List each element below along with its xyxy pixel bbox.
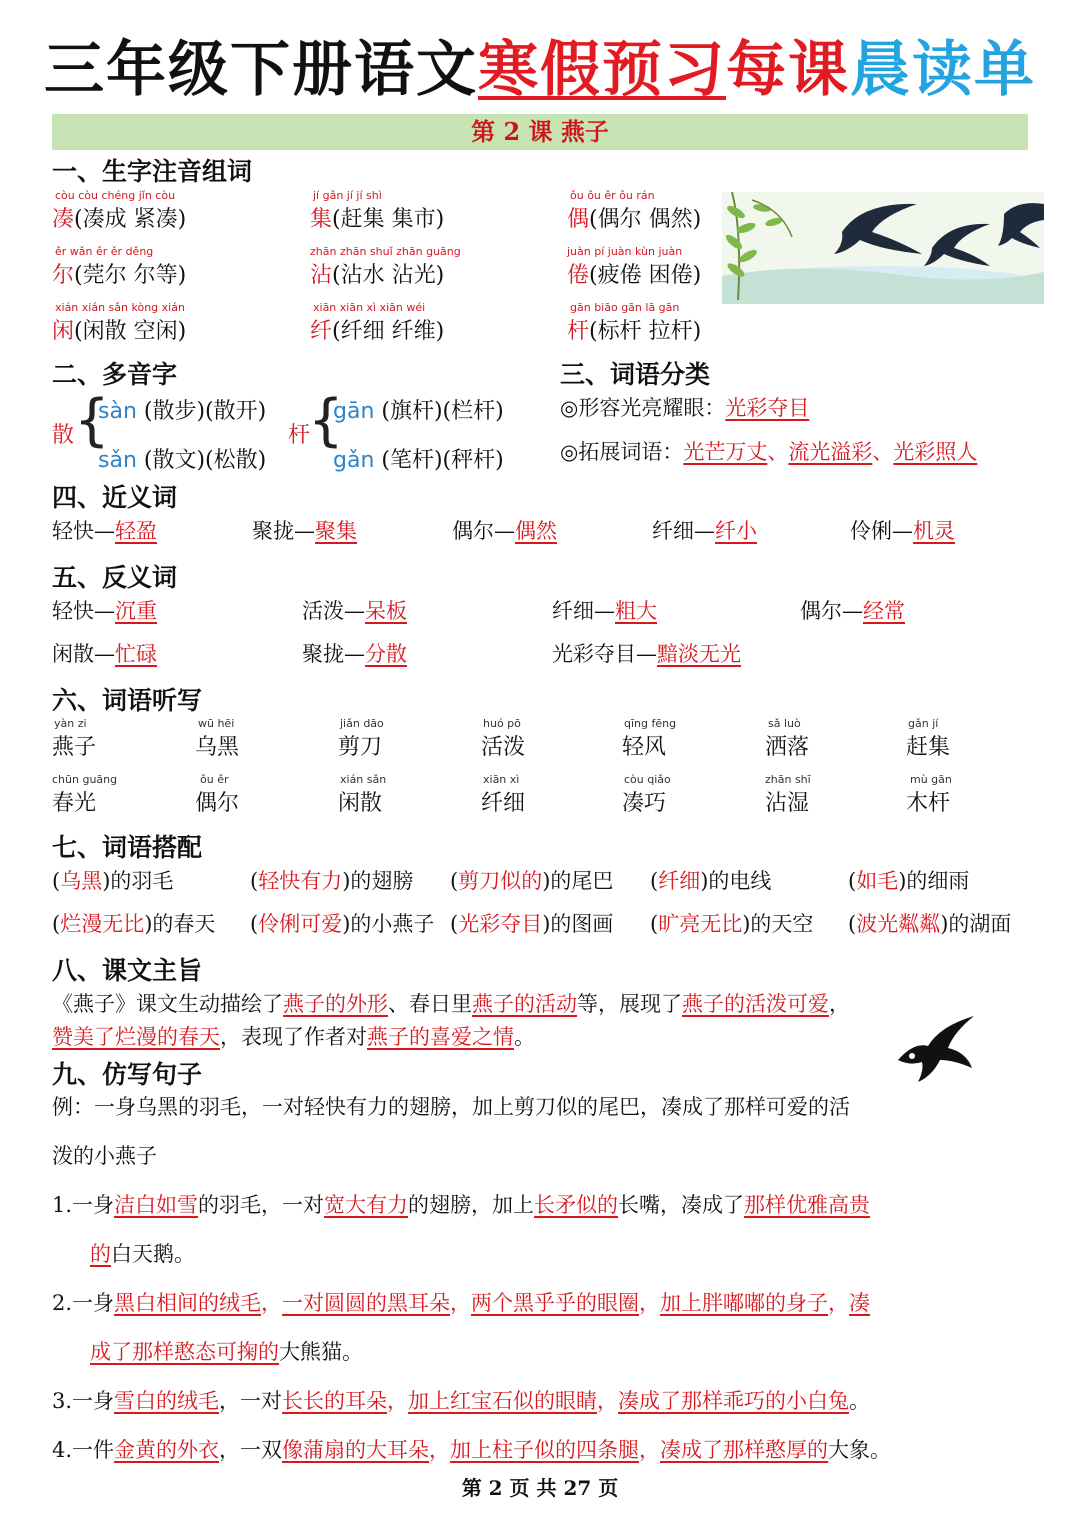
imitation-4: 4.一件金黄的外衣，一双像蒲扇的大耳朵，加上柱子似的四条腿，凑成了那样憨厚的大象。	[52, 1438, 892, 1462]
collocation: (光彩夺目)的图画	[450, 912, 614, 936]
section-4-heading: 四、近义词	[52, 483, 178, 512]
section-7-heading: 七、词语搭配	[52, 833, 203, 862]
antonym-pair: 活泼—呆板	[302, 599, 407, 623]
synonym-pair: 聚拢—聚集	[252, 519, 357, 543]
section-3-heading: 三、词语分类	[560, 360, 711, 389]
antonym-pair: 闲散—忙碌	[52, 642, 157, 666]
collocation: (伶俐可爱)的小燕子	[250, 912, 435, 936]
page-title: 三年级下册语文寒假预习每课晨读单	[44, 35, 1036, 105]
imitation-3: 3.一身雪白的绒毛，一对长长的耳朵，加上红宝石似的眼睛，凑成了那样乖巧的小白兔。	[52, 1389, 871, 1413]
section-5-heading: 五、反义词	[52, 563, 178, 592]
section-8-heading: 八、课文主旨	[52, 956, 203, 985]
antonym-pair: 光彩夺目—黯淡无光	[552, 642, 741, 666]
section-6-heading: 六、词语听写	[52, 686, 203, 715]
example-line-1: 例：一身乌黑的羽毛，一对轻快有力的翅膀，加上剪刀似的尾巴，凑成了那样可爱的活	[52, 1095, 850, 1119]
swallows-illustration	[722, 192, 1044, 304]
synonym-pair: 纤细—纤小	[652, 519, 757, 543]
synonym-pair: 伶俐—机灵	[850, 519, 955, 543]
collocation: (乌黑)的羽毛	[52, 869, 174, 893]
section-1-heading: 一、生字注音组词	[52, 157, 253, 186]
theme-line-2: 赞美了烂漫的春天，表现了作者对燕子的喜爱之情。	[52, 1025, 535, 1049]
imitation-1: 1.一身洁白如雪的羽毛，一对宽大有力的翅膀，加上长矛似的长嘴，凑成了那样优雅高贵	[52, 1193, 871, 1217]
lesson-banner: 第 2 课 燕子	[52, 114, 1028, 150]
collocation: (剪刀似的)的尾巴	[450, 869, 614, 893]
swallow-icon	[888, 1012, 976, 1084]
collocation: (如毛)的细雨	[848, 869, 970, 893]
antonym-pair: 聚拢—分散	[302, 642, 407, 666]
page-footer: 第 2 页 共 27 页	[461, 1476, 619, 1500]
collocation: (旷亮无比)的天空	[650, 912, 814, 936]
theme-line-1: 《燕子》课文生动描绘了燕子的外形、春日里燕子的活动等，展现了燕子的活泼可爱，	[52, 992, 850, 1016]
synonym-pair: 偶尔—偶然	[452, 519, 557, 543]
antonym-pair: 纤细—粗大	[552, 599, 657, 623]
section-9-heading: 九、仿写句子	[52, 1060, 203, 1089]
imitation-2-cont: 成了那样憨态可掬的大熊猫。	[90, 1340, 363, 1364]
collocation: (轻快有力)的翅膀	[250, 869, 414, 893]
synonym-pair: 轻快—轻盈	[52, 519, 157, 543]
classify-line-2: ◎拓展词语：光芒万丈、流光溢彩、光彩照人	[560, 440, 978, 464]
classify-line-1: ◎形容光亮耀眼：光彩夺目	[560, 396, 810, 420]
collocation: (烂漫无比)的春天	[52, 912, 216, 936]
section-2-heading: 二、多音字	[52, 360, 178, 389]
collocation: (纤细)的电线	[650, 869, 772, 893]
collocation: (波光粼粼)的湖面	[848, 912, 1012, 936]
antonym-pair: 轻快—沉重	[52, 599, 157, 623]
antonym-pair: 偶尔—经常	[800, 599, 905, 623]
imitation-2: 2.一身黑白相间的绒毛，一对圆圆的黑耳朵，两个黑乎乎的眼圈，加上胖嘟嘟的身子，凑	[52, 1291, 871, 1315]
example-line-2: 泼的小燕子	[52, 1144, 157, 1168]
imitation-1-cont: 的白天鹅。	[90, 1242, 195, 1266]
